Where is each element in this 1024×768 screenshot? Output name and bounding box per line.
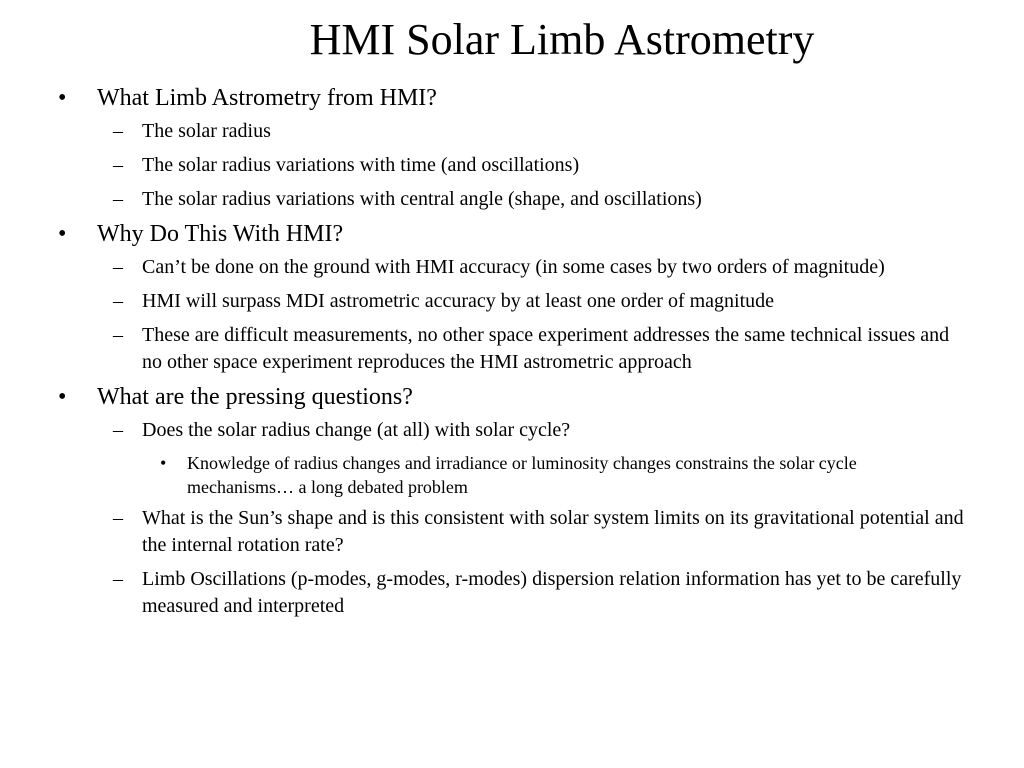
- sub-bullet: [0, 417, 1024, 444]
- dash-icon: –: [113, 188, 123, 210]
- dash-icon: –: [113, 256, 123, 278]
- dash-icon: –: [113, 419, 123, 441]
- sub-bullet-text: The solar radius variations with time (and oscillations): [142, 154, 580, 176]
- sub-bullet-text: The solar radius: [142, 120, 271, 142]
- slide-body: [0, 84, 1024, 627]
- sub-bullet-text: The solar radius variations with central angle (shape, and oscillations): [142, 188, 702, 210]
- dash-icon: –: [113, 324, 123, 346]
- bullet-pressing-questions: [0, 383, 1024, 411]
- sub-bullet: [0, 118, 1024, 145]
- bullet-icon: •: [160, 453, 167, 473]
- bullet-text: What Limb Astrometry from HMI?: [97, 85, 437, 111]
- dash-icon: –: [113, 507, 123, 529]
- bullet-icon: •: [58, 221, 67, 247]
- sub-bullet: [0, 322, 1024, 376]
- sub-bullet: [0, 566, 1024, 620]
- dash-icon: –: [113, 154, 123, 176]
- sub-bullet-text: What is the Sun’s shape and is this consistent with solar system limits on its gravitational potential and the internal rotation rate?: [142, 507, 964, 556]
- sub-bullet-text: Does the solar radius change (at all) with solar cycle?: [142, 419, 571, 441]
- bullet-text: Why Do This With HMI?: [97, 221, 344, 247]
- sub-bullet-text: HMI will surpass MDI astrometric accuracy by at least one order of magnitude: [142, 290, 775, 312]
- slide-title: HMI Solar Limb Astrometry: [309, 15, 815, 64]
- dash-icon: –: [113, 290, 123, 312]
- bullet-icon: •: [58, 384, 67, 410]
- dash-icon: –: [113, 568, 123, 590]
- bullet-why-hmi: [0, 220, 1024, 248]
- sub-bullet-text: Can’t be done on the ground with HMI accuracy (in some cases by two orders of magnitude): [142, 256, 885, 278]
- sub-sub-bullet-text: Knowledge of radius changes and irradiance or luminosity changes constrains the solar cycle mechanisms… a long debated problem: [187, 453, 857, 497]
- bullet-text: What are the pressing questions?: [97, 384, 413, 410]
- dash-icon: –: [113, 120, 123, 142]
- sub-bullet: [0, 505, 1024, 559]
- sub-bullet: [0, 152, 1024, 179]
- sub-bullet: [0, 186, 1024, 213]
- sub-bullet-text: These are difficult measurements, no other space experiment addresses the same technical issues and no other space experiment reproduces the HMI astrometric approach: [142, 324, 950, 373]
- sub-bullet: [0, 254, 1024, 281]
- bullet-icon: •: [58, 85, 67, 111]
- sub-sub-bullet: [0, 451, 1024, 499]
- sub-bullet-text: Limb Oscillations (p-modes, g-modes, r-modes) dispersion relation information has yet to be carefully measured and interpreted: [142, 568, 962, 617]
- sub-bullet: [0, 288, 1024, 315]
- bullet-what-limb-astrometry: [0, 84, 1024, 112]
